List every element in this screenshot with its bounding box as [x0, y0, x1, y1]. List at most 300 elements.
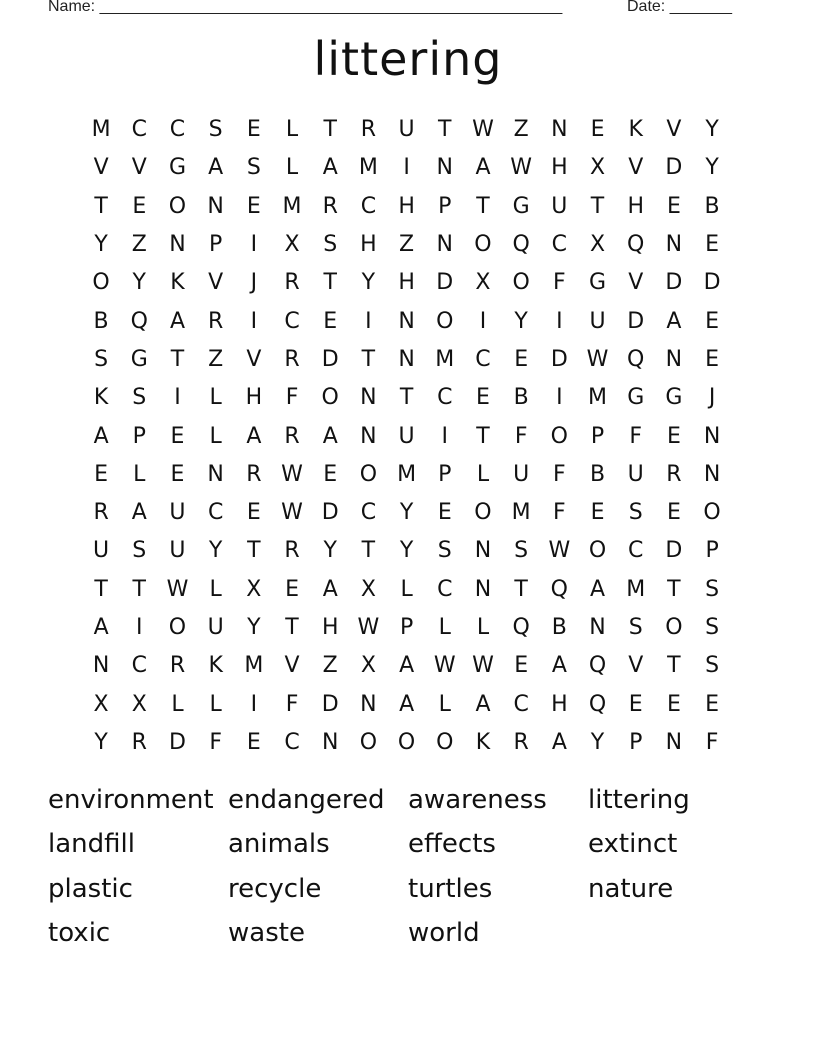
grid-letter: G [168, 155, 186, 181]
grid-letter: U [627, 461, 644, 487]
grid-letter: T [323, 117, 337, 143]
grid-row [82, 647, 732, 685]
grid-letter: R [322, 193, 338, 219]
grid-letter: E [246, 117, 261, 143]
grid-letter: D [168, 729, 186, 755]
grid-letter: W [548, 538, 571, 564]
grid-letter: G [512, 193, 530, 219]
grid-letter: E [170, 461, 185, 487]
grid-letter: R [284, 423, 300, 449]
grid-letter: A [246, 423, 262, 449]
grid-letter: T [94, 576, 108, 602]
grid-letter: Y [94, 232, 108, 258]
grid-letter: V [284, 653, 300, 679]
grid-letter: N [360, 423, 377, 449]
grid-letter: Q [512, 232, 530, 258]
grid-letter: Y [514, 308, 528, 334]
grid-letter: B [589, 461, 606, 487]
grid-letter: S [437, 538, 452, 564]
grid-letter: T [476, 193, 490, 219]
grid-letter: X [246, 576, 262, 602]
grid-letter: A [590, 576, 606, 602]
word-bank-item: awareness [408, 785, 547, 815]
grid-letter: Y [705, 117, 719, 143]
grid-row [82, 302, 732, 340]
grid-row [82, 341, 732, 379]
grid-letter: I [250, 308, 258, 334]
grid-letter: H [627, 193, 644, 219]
grid-letter: N [360, 691, 377, 717]
grid-letter: F [514, 423, 528, 449]
grid-letter: Z [131, 232, 147, 258]
grid-letter: G [589, 270, 607, 296]
grid-letter: P [590, 423, 605, 449]
grid-letter: L [209, 423, 222, 449]
date-field: Date: _______ [627, 0, 732, 15]
grid-letter: T [514, 576, 528, 602]
grid-letter: N [474, 576, 492, 602]
grid-letter: X [589, 232, 606, 258]
grid-letter: E [590, 500, 605, 526]
grid-letter: C [360, 193, 377, 219]
grid-row [82, 226, 732, 264]
grid-letter: S [94, 346, 109, 372]
grid-letter: V [208, 270, 224, 296]
grid-letter: M [282, 193, 302, 219]
grid-letter: A [322, 155, 338, 181]
grid-letter: X [284, 232, 300, 258]
grid-letter: A [322, 423, 338, 449]
word-bank-item: turtles [408, 873, 493, 904]
word-bank-item: animals [228, 829, 330, 860]
grid-letter: M [358, 155, 378, 181]
grid-letter: V [131, 155, 147, 181]
grid-letter: Q [130, 308, 148, 334]
grid-letter: K [93, 385, 109, 411]
grid-letter: V [93, 155, 109, 181]
grid-letter: M [91, 117, 111, 143]
grid-letter: J [250, 270, 258, 296]
grid-letter: O [397, 729, 416, 755]
grid-letter: N [474, 538, 492, 564]
grid-letter: U [398, 423, 415, 449]
grid-letter: E [705, 232, 720, 258]
grid-row [82, 417, 732, 455]
grid-letter: O [359, 729, 378, 755]
grid-letter: L [209, 691, 222, 717]
grid-letter: P [132, 423, 146, 449]
grid-letter: N [398, 346, 415, 372]
grid-letter: B [513, 385, 529, 411]
grid-letter: W [281, 500, 303, 526]
grid-letter: M [588, 385, 608, 411]
grid-letter: Z [513, 117, 529, 143]
grid-letter: C [551, 232, 568, 258]
grid-letter: P [629, 729, 643, 755]
grid-letter: T [285, 615, 299, 640]
grid-letter: N [436, 155, 454, 181]
grid-letter: L [400, 576, 413, 602]
grid-letter: L [438, 615, 451, 640]
word-bank-item: plastic [48, 873, 133, 904]
grid-letter: E [285, 576, 299, 602]
grid-letter: T [361, 538, 376, 564]
grid-letter: D [436, 270, 454, 296]
grid-letter: N [665, 346, 683, 372]
grid-letter: G [627, 385, 645, 411]
grid-letter: N [398, 308, 415, 334]
word-bank-item: toxic [48, 917, 111, 948]
grid-letter: N [321, 729, 339, 755]
grid-letter: E [514, 653, 529, 679]
grid-letter: W [166, 576, 189, 602]
grid-letter: T [323, 270, 337, 296]
grid-letter: E [323, 308, 338, 334]
grid-letter: Y [132, 270, 146, 296]
grid-letter: F [209, 729, 222, 755]
grid-letter: G [665, 385, 683, 411]
grid-letter: A [399, 691, 415, 717]
grid-letter: C [628, 538, 644, 564]
grid-letter: R [169, 653, 186, 679]
grid-letter: T [247, 538, 261, 564]
grid-letter: K [475, 729, 491, 755]
grid-letter: F [553, 500, 566, 526]
grid-letter: Z [208, 346, 224, 372]
grid-letter: L [476, 461, 490, 487]
grid-letter: Q [512, 615, 530, 640]
grid-letter: R [208, 308, 224, 334]
grid-letter: I [250, 232, 258, 258]
grid-letter: O [512, 270, 530, 296]
grid-letter: F [705, 729, 719, 755]
grid-letter: N [551, 117, 568, 143]
grid-letter: N [589, 615, 606, 640]
grid-letter: A [475, 691, 491, 717]
grid-letter: U [93, 538, 110, 564]
grid-letter: V [246, 346, 262, 372]
grid-letter: L [171, 691, 184, 717]
grid-letter: R [513, 729, 529, 755]
word-bank-item: landfill [48, 829, 135, 860]
grid-letter: X [93, 691, 109, 717]
grid-letter: M [511, 500, 531, 526]
grid-letter: M [626, 576, 646, 602]
grid-letter: S [132, 385, 147, 411]
grid-letter: E [323, 461, 338, 487]
grid-letter: T [476, 423, 490, 449]
grid-letter: W [357, 615, 380, 640]
grid-letter: X [360, 653, 376, 679]
grid-letter: G [130, 346, 148, 372]
grid-letter: U [169, 500, 186, 526]
grid-letter: C [475, 346, 491, 372]
grid-letter: E [705, 346, 720, 372]
grid-letter: V [628, 270, 644, 296]
word-bank [48, 778, 788, 955]
grid-letter: D [321, 691, 339, 717]
grid-letter: T [667, 576, 681, 602]
grid-letter: D [665, 155, 683, 181]
grid-letter: I [403, 155, 410, 181]
grid-letter: R [284, 346, 300, 372]
grid-row [82, 571, 732, 609]
grid-row [82, 111, 732, 149]
grid-letter: H [398, 193, 415, 219]
grid-letter: E [628, 691, 643, 717]
grid-letter: C [131, 653, 147, 679]
grid-letter: N [665, 729, 683, 755]
grid-letter: E [476, 385, 490, 411]
grid-letter: W [510, 155, 533, 181]
puzzle-title: littering [313, 32, 503, 86]
grid-row [82, 609, 732, 647]
grid-letter: M [435, 346, 455, 372]
grid-letter: O [168, 615, 187, 640]
grid-letter: F [553, 270, 566, 296]
grid-letter: Q [588, 653, 607, 679]
grid-letter: L [476, 615, 490, 640]
grid-row [82, 379, 732, 417]
grid-letter: Y [399, 538, 414, 564]
grid-letter: O [474, 232, 492, 258]
grid-letter: S [628, 500, 643, 526]
grid-letter: V [666, 117, 682, 143]
word-bank-item: endangered [228, 785, 385, 815]
grid-letter: E [590, 117, 605, 143]
grid-letter: C [437, 576, 453, 602]
grid-letter: T [94, 193, 108, 219]
grid-letter: I [136, 615, 143, 640]
grid-letter: E [514, 346, 529, 372]
grid-letter: U [551, 193, 568, 219]
grid-letter: P [438, 461, 452, 487]
grid-letter: R [246, 461, 262, 487]
grid-letter: R [284, 270, 300, 296]
grid-letter: P [705, 538, 719, 564]
grid-letter: Q [627, 232, 645, 258]
word-bank-item: recycle [228, 873, 322, 904]
grid-letter: C [437, 385, 453, 411]
grid-letter: E [437, 500, 452, 526]
grid-letter: A [131, 500, 147, 526]
grid-letter: O [436, 729, 454, 755]
grid-letter: M [397, 461, 417, 487]
grid-letter: Y [705, 155, 719, 181]
grid-letter: T [170, 346, 185, 372]
grid-row [82, 685, 732, 723]
grid-row [82, 724, 732, 762]
grid-letter: A [475, 155, 491, 181]
grid-letter: I [441, 423, 449, 449]
grid-letter: U [589, 308, 606, 334]
grid-letter: S [705, 653, 720, 679]
grid-letter: U [207, 615, 224, 640]
grid-letter: D [665, 270, 683, 296]
grid-letter: S [208, 117, 223, 143]
grid-letter: H [245, 385, 263, 411]
grid-letter: X [131, 691, 147, 717]
grid-letter: T [438, 117, 452, 143]
grid-letter: E [246, 193, 261, 219]
grid-letter: D [321, 346, 339, 372]
grid-letter: K [170, 270, 185, 296]
grid-row [82, 149, 732, 187]
grid-letter: Y [323, 538, 337, 564]
grid-letter: Y [247, 615, 261, 640]
grid-letter: X [360, 576, 376, 602]
grid-letter: S [514, 538, 529, 564]
grid-letter: N [703, 423, 721, 449]
grid-letter: A [551, 729, 567, 755]
grid-letter: O [359, 461, 378, 487]
grid-letter: F [629, 423, 643, 449]
grid-letter: C [131, 117, 147, 143]
grid-letter: I [479, 308, 487, 334]
grid-letter: K [628, 117, 643, 143]
grid-letter: W [281, 461, 303, 487]
grid-letter: E [666, 423, 681, 449]
grid-letter: R [131, 729, 147, 755]
grid-letter: I [365, 308, 372, 334]
grid-letter: O [436, 308, 454, 334]
grid-letter: P [209, 232, 223, 258]
grid-letter: D [665, 538, 683, 564]
grid-letter: T [667, 653, 681, 679]
grid-row [82, 532, 732, 570]
grid-letter: F [285, 691, 299, 717]
grid-letter: C [207, 500, 224, 526]
word-bank-item: extinct [588, 829, 678, 860]
grid-letter: F [553, 461, 566, 487]
grid-letter: W [586, 346, 609, 372]
grid-letter: C [284, 308, 300, 334]
grid-letter: S [323, 232, 338, 258]
grid-letter: L [209, 385, 222, 411]
grid-letter: E [705, 691, 720, 717]
grid-letter: X [475, 270, 491, 296]
word-bank-item: effects [408, 829, 496, 860]
grid-letter: W [472, 653, 494, 679]
grid-letter: Z [399, 232, 415, 258]
grid-letter: H [321, 615, 339, 640]
grid-letter: I [556, 385, 563, 411]
grid-letter: D [703, 270, 721, 296]
grid-letter: R [666, 461, 682, 487]
grid-letter: H [551, 691, 568, 717]
grid-row [82, 188, 732, 226]
grid-letter: P [438, 193, 452, 219]
grid-letter: C [513, 691, 529, 717]
grid-letter: O [321, 385, 339, 411]
grid-letter: L [133, 461, 146, 487]
grid-letter: I [250, 691, 258, 717]
grid-letter: E [705, 308, 720, 334]
grid-letter: A [208, 155, 224, 181]
grid-letter: C [360, 500, 377, 526]
grid-letter: F [285, 385, 299, 411]
grid-letter: D [321, 500, 339, 526]
grid-letter: V [628, 155, 644, 181]
grid-letter: S [705, 576, 720, 602]
grid-letter: H [360, 232, 377, 258]
grid-row [82, 456, 732, 494]
grid-letter: K [208, 653, 223, 679]
grid-letter: N [92, 653, 110, 679]
grid-letter: Q [550, 576, 568, 602]
grid-letter: E [666, 193, 681, 219]
grid-letter: O [92, 270, 110, 296]
grid-letter: P [399, 615, 414, 640]
grid-letter: N [360, 385, 377, 411]
grid-letter: S [246, 155, 261, 181]
grid-letter: Y [208, 538, 223, 564]
grid-letter: T [361, 346, 376, 372]
grid-letter: R [284, 538, 300, 564]
word-bank-item: environment [48, 785, 214, 815]
grid-letter: N [207, 461, 224, 487]
grid-letter: Q [627, 346, 645, 372]
grid-letter: N [703, 461, 721, 487]
grid-letter: Y [590, 729, 605, 755]
grid-letter: O [665, 615, 683, 640]
grid-letter: I [556, 308, 563, 334]
grid-letter: E [170, 423, 185, 449]
grid-letter: X [589, 155, 606, 181]
grid-letter: T [590, 193, 605, 219]
grid-letter: E [246, 500, 261, 526]
grid-letter: R [93, 500, 109, 526]
grid-letter: N [169, 232, 186, 258]
grid-letter: B [704, 193, 720, 219]
grid-letter: U [398, 117, 415, 143]
name-field: Name: ____________________________________________________ [48, 0, 563, 15]
grid-letter: O [474, 500, 492, 526]
grid-letter: H [551, 155, 568, 181]
grid-letter: J [708, 385, 716, 411]
grid-letter: A [93, 423, 109, 449]
grid-letter: U [169, 538, 186, 564]
grid-letter: C [169, 117, 186, 143]
grid-letter: A [322, 576, 338, 602]
grid-letter: S [628, 615, 643, 640]
grid-letter: A [169, 308, 185, 334]
grid-letter: E [246, 729, 261, 755]
grid-letter: L [438, 691, 451, 717]
grid-letter: Y [399, 500, 414, 526]
grid-letter: D [627, 308, 645, 334]
grid-letter: U [513, 461, 530, 487]
grid-letter: Q [588, 691, 607, 717]
grid-letter: C [284, 729, 300, 755]
grid-letter: D [550, 346, 568, 372]
grid-letter: L [285, 117, 299, 143]
letter-grid [82, 111, 732, 762]
grid-letter: I [174, 385, 181, 411]
grid-letter: A [399, 653, 415, 679]
grid-letter: A [93, 615, 109, 640]
grid-letter: B [93, 308, 109, 334]
grid-letter: L [285, 155, 299, 181]
grid-letter: S [705, 615, 720, 640]
grid-letter: O [588, 538, 607, 564]
word-bank-item: world [408, 917, 480, 948]
grid-letter: W [433, 653, 456, 679]
grid-letter: O [168, 193, 187, 219]
grid-letter: E [94, 461, 109, 487]
grid-letter: Y [361, 270, 376, 296]
grid-letter: H [398, 270, 415, 296]
